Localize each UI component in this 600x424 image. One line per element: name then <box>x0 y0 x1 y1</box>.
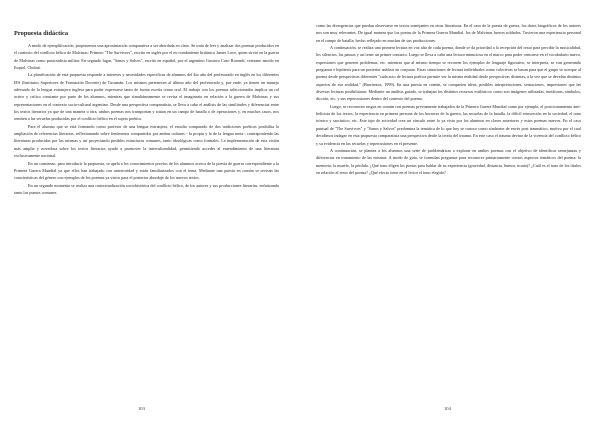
paragraph: Luego, se reconocen rasgos en común con poemas previamente trabajados de la Primera Guerra Mundial como por ejemplo, el posicionamiento anti-belicista de los textos, la experiencia en primera persona de los horrores de la guerra, las secuelas de la batalla, la difícil reinserción en la sociedad, el tono irónico y sarcástico, etc. Este tipo de actividad crea un vínculo entre lo ya visto por los alumnos en clases anteriores y estos poemas nuevos. En el caso puntual de "The Survivors" y "Sanos y Salvos" predomina la temática de lo que hoy se conoce como síndrome de estrés post traumático, motivo por el cual decidimos indagar en esta propuesta comparatista una perspectiva desde la teoría del trauma. En este caso el trauma devino de la vivencia del conflicto bélico y su evidencia en las secuelas y repercusiones en el presente. <box>316 103 581 146</box>
paragraph: En un segundo momento se realiza una contextualización sociohistórica del conflicto bélico, de los autores y sus producciones literarias, enfatizando tanto los puntos comunes <box>14 182 279 195</box>
paragraph: A continuación, se plantea a los alumnos una serie de problemáticas a explorar en ambos poemas con el objetivo de identificar semejanzas y diferencias en tratamiento de las mismas. A modo de guía, se formulan preguntas para reconocer primariamente ciertos aspectos temáticos del poema: la memoria, la muerte, la pérdida. ¿Qué tono eligen los poetas para hablar de su experiencia (gravedad, distancia, humor, ironía)? ¿Cuál es el tono de los títulos en relación al resto del poema? ¿Qué efecto tiene en el lector el tono elegido? <box>316 147 581 175</box>
paragraph: A continuación, se realiza una primera lectura en voz alta de cada poema, donde se da prioridad a la recepción del texto para percibir la musicalidad, los silencios, las pausas y así tener un primer contacto. Luego se lleva a cabo una lectura minuciosa en el marco para poder centrarse en el vocabulario nuevo, expresiones que generen problemas, etc. mientras que al mismo tiempo se recorren los ejemplos de lenguaje figurativo, se interpreta, se van generando preguntas e hipótesis para un posterior análisis en conjunto. Estas situaciones de lectura individuales como colectivas se basan para que el grupo se acerque al poema desde perspectivas diferentes "cada acto de lectura poética permite ver la misma realidad desde perspectivas distintas, a la vez que se develan distintos aspectos de esa realidad." (Barrientos, 1999). En una puesta en común, se comparten ideas, posibles interpretaciones, sensaciones, impresiones que las diversas lecturas posibilitaron. Mediante un análisis guiado, se trabajan los distintos recursos estilísticos como son imágenes utilizadas, metáforas, símbolos, dicción, etc. y sus repercusiones dentro del contexto del poema. <box>316 45 581 102</box>
right-page <box>316 22 581 402</box>
paragraph: A modo de ejemplificación, proponemos una aproximación comparativa a ser abordada en clase. Se trata de leer y analizar dos poemas producidos en el contexto del conflicto bélico de Malvinas: Primero "The Survivors", escrito en inglés por el ex-combatiente británico James Love, quien sirvió en la guerra de Malvinas como paracaidista militar. En segundo lugar, "Sanos y Salvos", escrito en español, por el argentino Gustavo Caso Rosendi, veterano nacido en Esquel, Chubut. <box>14 43 279 71</box>
left-page <box>14 22 279 402</box>
section-heading: Propuesta didáctica <box>14 30 69 37</box>
paragraph: En un comienzo, para introducir la propuesta, se apela a los conocimientos previos de los alumnos acerca de la poesía de guerra correspondiente a la Primera Guerra Mundial ya que ellos han trabajado con anterioridad y están familiarizados con el tema. Mediante una puesta en común se revisan las características del género con ejemplos de los poemas ya vistos para el posterior abordaje de los nuevos textos. <box>14 160 279 181</box>
paragraph: Para el alumno que se está formando como profesor de una lengua extranjera, el estudio comparado de dos tradiciones poéticas posibilita la ampliación de referencias literarias, reflexionando sobre fenómenos compartidos por ambas culturas - la propia y la de la lengua meta-, contraponiendo las literaturas producidas por las mismas y así proyectando posibles estructuras comunes, tanto ideológicas como formales. La implementación de esta visión más amplia y novedosa sobre los textos literarios ayuda a promover la interculturalidad, permitiendo acceder al entendimiento de una literatura exclusivamente nacional. <box>14 123 279 159</box>
page-number-left: 103 <box>138 406 145 411</box>
paragraph: como las divergencias que puedan observarse en textos semejantes en otras literaturas. En el caso de la poesía de guerra, los datos biográficos de los autores nos son muy relevantes. De igual manera que los poetas de la Primera Guerra Mundial, los de Malvinas fueron soldados. Tuvieron una experiencia personal en el campo de batalla, hecho reflejado en muchas de sus producciones. <box>316 23 581 43</box>
paragraph: La planificación de esta propuesta responde a intereses y necesidades específicas de alumnos del 4to año del profesorado en inglés en los diferentes IES (Institutos Superiores de Formación Docente) de Tucumán. Los mismos pertenecen al último año del profesorado y, por ende, ya tienen un manejo adecuado de la lengua extranjera inglesa para poder expresarse tanto de forma escrita como oral. El trabajo con los poemas seleccionados implica un rol activo y crítico constante por parte de los alumnos, mientras que simultáneamente se revisa el imaginario en relación a la guerra de Malvinas y sus representaciones en el contexto socio-cultural argentino. Desde una perspectiva comparatista, se lleva a cabo el análisis de las similitudes y diferencias entre los textos literarios ya que de una manera u otra, ambos poemas nos transportan y sitúan en un campo de batalla o de operaciones y, en muchos casos, nos remiten a las secuelas producidas por el conflicto bélico en el sujeto poético. <box>14 72 279 122</box>
page-number-right: 104 <box>444 406 451 411</box>
